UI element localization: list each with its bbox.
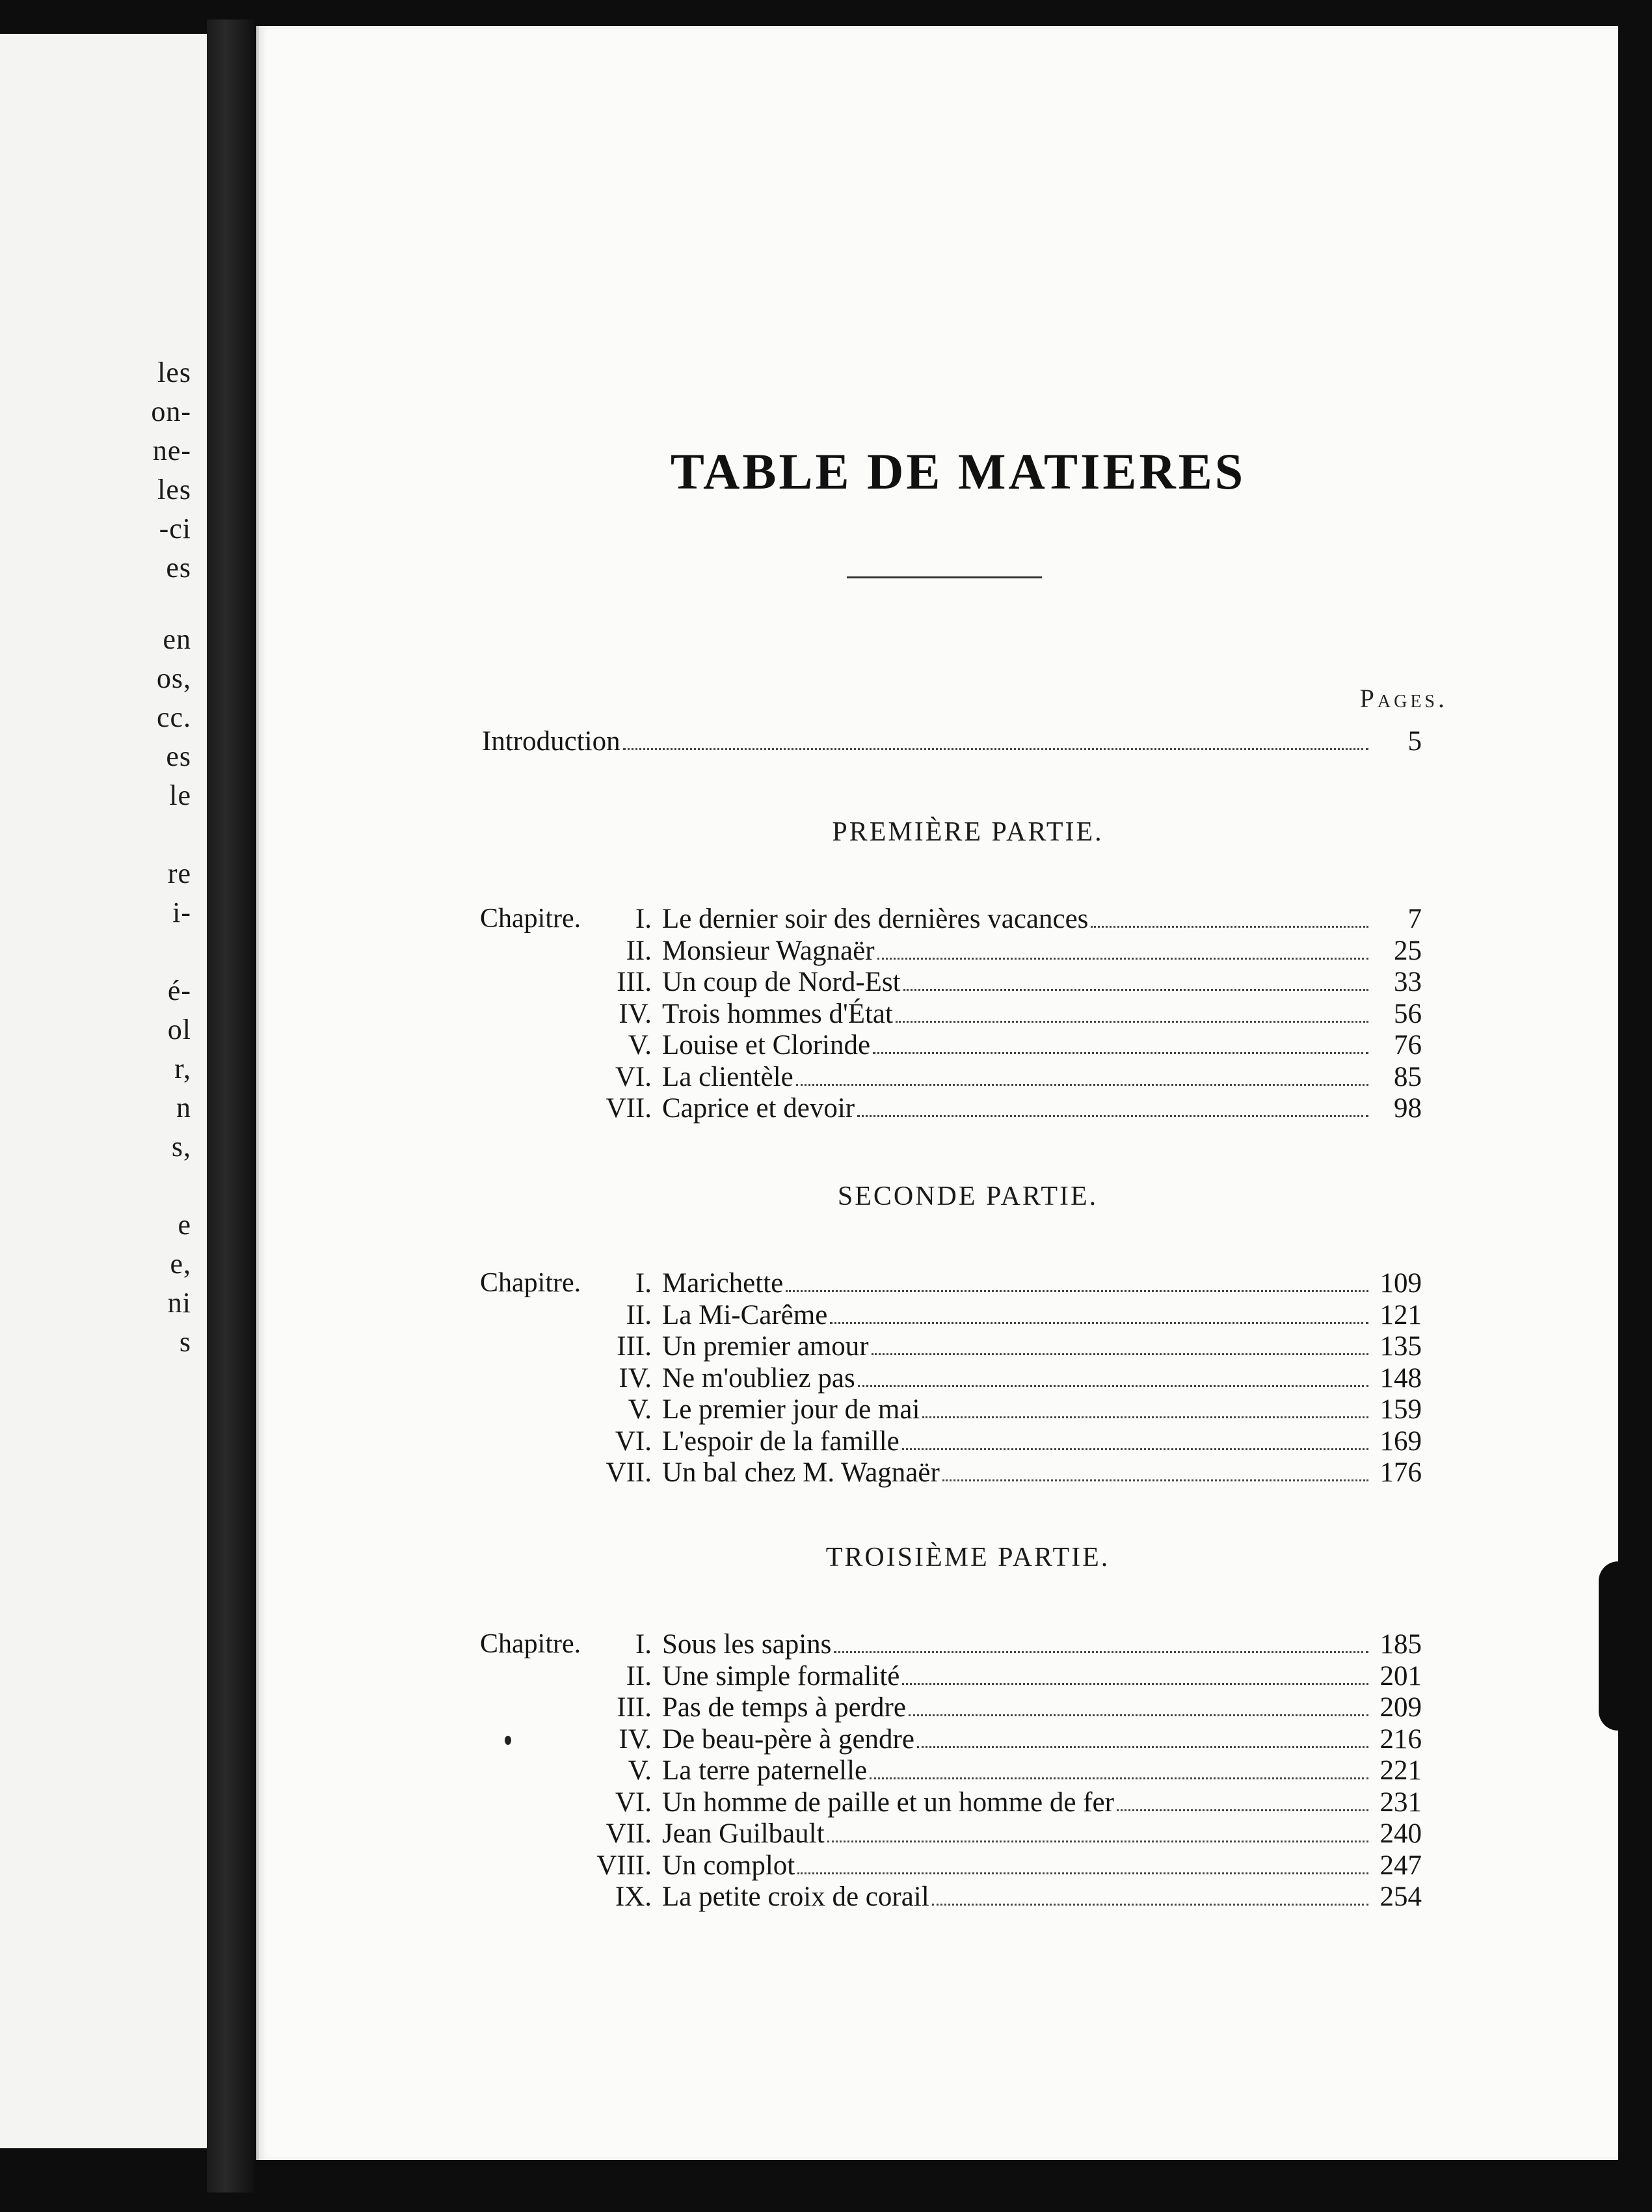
dot-leader xyxy=(834,1651,1368,1653)
dot-leader xyxy=(1091,925,1368,928)
dot-leader xyxy=(827,1840,1368,1842)
ink-speck xyxy=(505,1736,511,1745)
chapter-number: IX. xyxy=(615,1882,652,1912)
facing-page-fragment: s xyxy=(179,1326,191,1358)
chapter-label: Chapitre. xyxy=(480,1629,581,1659)
chapter-entry xyxy=(584,1818,1422,1850)
chapter-number: I. xyxy=(635,1268,652,1299)
chapter-title: Le premier jour de mai xyxy=(662,1394,920,1425)
chapter-label: Chapitre. xyxy=(480,904,581,934)
chapter-entry xyxy=(584,1267,1422,1300)
chapter-page: 7 xyxy=(1407,904,1422,934)
chapter-number: VII. xyxy=(606,1093,652,1124)
chapter-page: 231 xyxy=(1379,1787,1422,1818)
chapter-entry xyxy=(584,1092,1422,1125)
facing-page-fragment: on- xyxy=(151,396,191,427)
chapter-number: II. xyxy=(626,1660,652,1692)
chapter-page: 159 xyxy=(1379,1394,1422,1425)
chapter-title: Un complot xyxy=(662,1850,795,1881)
dot-leader xyxy=(873,1051,1368,1054)
dot-leader xyxy=(902,1448,1368,1450)
facing-page-fragment: en xyxy=(163,623,191,655)
dot-leader xyxy=(877,957,1368,960)
chapter-entry xyxy=(584,1061,1422,1094)
dot-leader xyxy=(786,1289,1368,1292)
facing-page-fragment: os, xyxy=(156,662,191,694)
chapter-page: 169 xyxy=(1379,1425,1422,1457)
chapter-page: 216 xyxy=(1379,1723,1422,1755)
title-rule xyxy=(847,576,1042,578)
chapter-page: 56 xyxy=(1394,998,1422,1029)
chapter-page: 25 xyxy=(1394,935,1422,966)
chapter-number: III. xyxy=(617,967,652,997)
chapter-number: VIII. xyxy=(596,1850,652,1881)
chapter-title: Sous les sapins xyxy=(662,1629,832,1660)
chapter-entry xyxy=(584,1850,1422,1882)
facing-page xyxy=(0,34,208,2148)
chapter-page: 185 xyxy=(1379,1629,1422,1660)
chapter-page: 98 xyxy=(1394,1093,1422,1124)
chapter-number: I. xyxy=(635,1629,652,1660)
chapter-entry xyxy=(584,1628,1422,1661)
facing-page-text xyxy=(0,34,207,2148)
chapter-title: La Mi-Carême xyxy=(662,1299,828,1330)
chapter-title: Un homme de paille et un homme de fer xyxy=(662,1787,1114,1818)
chapter-number: IV. xyxy=(619,1723,652,1755)
introduction-entry xyxy=(482,725,1422,758)
chapter-entry xyxy=(584,998,1422,1031)
dot-leader xyxy=(872,1353,1368,1355)
facing-page-fragment: ol xyxy=(167,1014,191,1045)
chapter-title: La petite croix de corail xyxy=(662,1882,929,1912)
dot-leader xyxy=(909,1714,1368,1716)
chapter-entry xyxy=(584,1723,1422,1756)
facing-page-fragment: é- xyxy=(167,975,191,1006)
facing-page-fragment: ne- xyxy=(152,435,191,466)
torn-edge xyxy=(1599,1561,1625,1731)
chapter-title: Pas de temps à perdre xyxy=(662,1692,906,1723)
chapter-page: 240 xyxy=(1379,1818,1422,1849)
chapter-entry xyxy=(584,966,1422,999)
facing-page-fragment: es xyxy=(166,552,191,584)
chapter-entry xyxy=(584,935,1422,967)
chapter-title: Ne m'oubliez pas xyxy=(662,1362,855,1394)
facing-page-fragment: ni xyxy=(167,1287,191,1319)
facing-page-fragment: les xyxy=(157,357,191,388)
chapter-page: 176 xyxy=(1379,1457,1422,1488)
facing-page-fragment: n xyxy=(176,1092,191,1124)
chapter-page: 247 xyxy=(1379,1850,1422,1881)
chapter-label: Chapitre. xyxy=(480,1268,581,1298)
facing-page-fragment: r, xyxy=(174,1053,191,1085)
chapter-page: 109 xyxy=(1379,1268,1422,1299)
chapter-title: La clientèle xyxy=(662,1061,793,1092)
chapter-title: Un bal chez M. Wagnaër xyxy=(662,1457,940,1488)
dot-leader xyxy=(922,1416,1368,1418)
page-title: TABLE DE MATIERES xyxy=(670,443,1246,500)
dot-leader xyxy=(797,1872,1368,1874)
chapter-number: III. xyxy=(617,1692,652,1723)
chapter-number: V. xyxy=(628,1755,652,1786)
chapter-number: I. xyxy=(635,904,652,934)
facing-page-fragment: s, xyxy=(171,1131,191,1163)
chapter-page: 33 xyxy=(1394,967,1422,997)
facing-page-fragment: les xyxy=(157,474,191,506)
chapter-entry xyxy=(584,1299,1422,1332)
dot-leader xyxy=(903,988,1368,991)
chapter-page: 148 xyxy=(1379,1362,1422,1394)
chapter-number: VII. xyxy=(606,1457,652,1488)
facing-page-fragment: i- xyxy=(172,897,191,928)
book-gutter xyxy=(207,20,254,2192)
chapter-number: VI. xyxy=(615,1425,652,1457)
chapter-page: 221 xyxy=(1379,1755,1422,1786)
dot-leader xyxy=(942,1479,1368,1481)
chapter-number: III. xyxy=(617,1331,652,1362)
chapter-page: 135 xyxy=(1379,1331,1422,1362)
chapter-number: IV. xyxy=(619,1362,652,1394)
chapter-entry xyxy=(584,1362,1422,1395)
part-title: TROISIÈME PARTIE. xyxy=(825,1543,1110,1572)
chapter-page: 76 xyxy=(1394,1030,1422,1060)
chapter-entry xyxy=(584,1881,1422,1913)
dot-leader xyxy=(870,1777,1368,1779)
dot-leader xyxy=(932,1903,1368,1906)
chapter-entry xyxy=(584,1692,1422,1724)
chapter-title: De beau-père à gendre xyxy=(662,1723,914,1755)
facing-page-fragment: -ci xyxy=(159,513,191,545)
chapter-entry xyxy=(584,1394,1422,1426)
chapter-title: Une simple formalité xyxy=(662,1660,900,1692)
dot-leader xyxy=(902,1682,1368,1685)
facing-page-fragment: e xyxy=(178,1209,191,1241)
chapter-title: Louise et Clorinde xyxy=(662,1030,871,1060)
chapter-number: VI. xyxy=(615,1787,652,1818)
chapter-page: 85 xyxy=(1394,1061,1422,1092)
chapter-title: L'espoir de la famille xyxy=(662,1425,899,1457)
chapter-number: IV. xyxy=(619,998,652,1029)
part-title: PREMIÈRE PARTIE. xyxy=(832,817,1104,847)
dot-leader xyxy=(858,1384,1368,1387)
dot-leader xyxy=(896,1020,1368,1023)
facing-page-fragment: le xyxy=(169,779,191,811)
chapter-entry xyxy=(584,1787,1422,1819)
chapter-entry xyxy=(584,1660,1422,1693)
dot-leader xyxy=(1117,1809,1368,1811)
chapter-number: VI. xyxy=(615,1061,652,1092)
facing-page-fragment: re xyxy=(167,857,191,889)
chapter-entry xyxy=(584,1457,1422,1489)
dot-leader xyxy=(917,1746,1368,1748)
contents-page xyxy=(256,26,1618,2160)
chapter-title: Marichette xyxy=(662,1268,784,1299)
chapter-title: Monsieur Wagnaër xyxy=(662,935,875,966)
chapter-title: Caprice et devoir xyxy=(662,1093,855,1124)
part-title: SECONDE PARTIE. xyxy=(837,1181,1099,1211)
chapter-entry xyxy=(584,1029,1422,1062)
dot-leader xyxy=(857,1114,1368,1117)
chapter-entry xyxy=(584,1330,1422,1363)
chapter-entry xyxy=(584,1755,1422,1787)
chapter-number: II. xyxy=(626,935,652,966)
dot-leader xyxy=(623,748,1368,750)
entry-title: Introduction xyxy=(482,726,620,757)
pages-column-heading: Pages. xyxy=(1359,684,1448,713)
chapter-title: Le dernier soir des dernières vacances xyxy=(662,904,1089,934)
facing-page-fragment: es xyxy=(166,740,191,772)
chapter-title: La terre paternelle xyxy=(662,1755,868,1786)
dot-leader xyxy=(796,1083,1368,1086)
facing-page-fragment: cc. xyxy=(156,701,191,733)
chapter-page: 121 xyxy=(1379,1299,1422,1330)
dot-leader xyxy=(830,1321,1368,1324)
chapter-title: Un coup de Nord-Est xyxy=(662,967,901,997)
chapter-entry xyxy=(584,1425,1422,1458)
chapter-title: Jean Guilbault xyxy=(662,1818,825,1849)
chapter-number: V. xyxy=(628,1394,652,1425)
chapter-number: VII. xyxy=(606,1818,652,1849)
entry-page: 5 xyxy=(1407,726,1422,757)
chapter-page: 201 xyxy=(1379,1660,1422,1692)
chapter-page: 254 xyxy=(1379,1882,1422,1912)
chapter-entry xyxy=(584,903,1422,936)
chapter-number: II. xyxy=(626,1299,652,1330)
facing-page-fragment: e, xyxy=(170,1248,191,1280)
chapter-title: Un premier amour xyxy=(662,1331,869,1362)
chapter-number: V. xyxy=(628,1030,652,1060)
chapter-page: 209 xyxy=(1379,1692,1422,1723)
chapter-title: Trois hommes d'État xyxy=(662,998,893,1029)
